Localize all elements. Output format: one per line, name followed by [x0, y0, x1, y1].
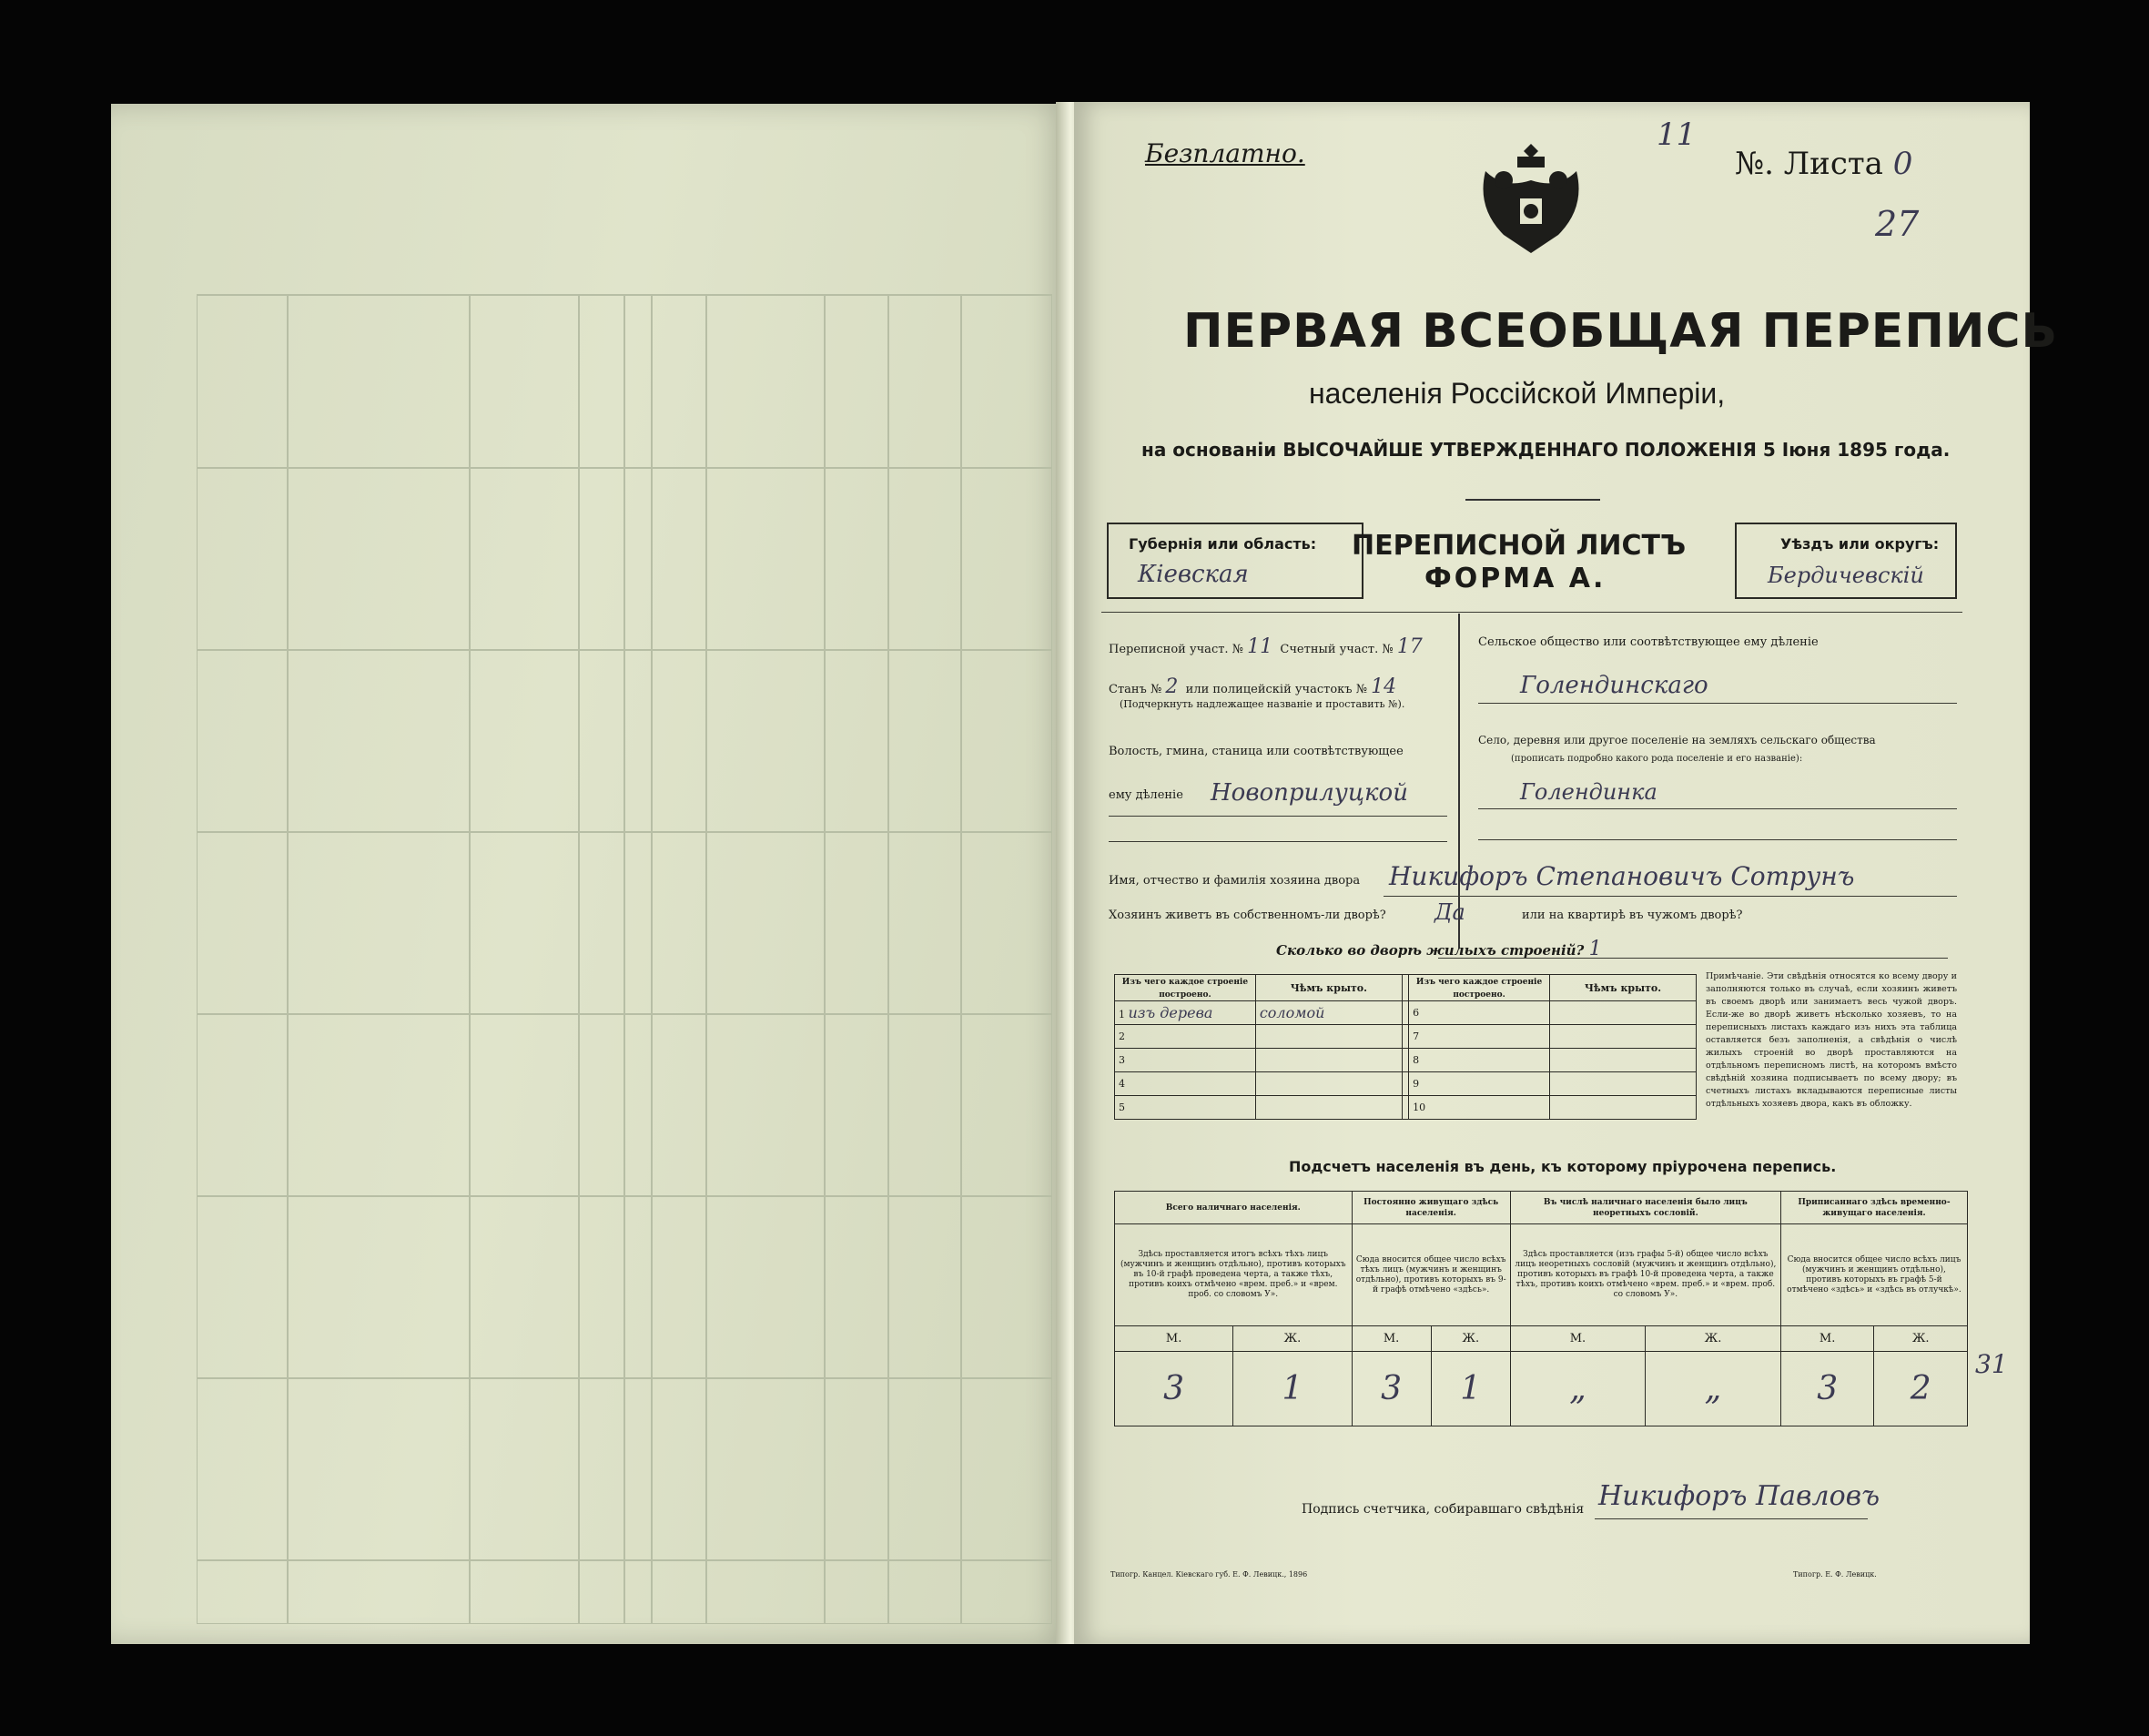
left-page [111, 104, 1069, 1644]
stan-label: Станъ № [1109, 683, 1162, 696]
population-tally-table [1114, 1191, 1968, 1426]
tally-registered-f: 2 [1874, 1352, 1968, 1426]
buildings-col-roof: Чѣмъ крыто. [1255, 975, 1402, 1001]
buildings-value: 1 [1588, 938, 1602, 960]
census-district-label: Переписной участ. № [1109, 643, 1243, 656]
signature-label: Подпись счетчика, собиравшаго свѣдѣнія [1302, 1502, 1585, 1517]
enumerator-signature: Никифоръ Павловъ [1598, 1480, 1880, 1512]
form-subtitle: населенія Россійской Имперіи, [1309, 377, 1726, 410]
tally-f-label: Ж. [1646, 1326, 1781, 1352]
owner-label: Имя, отчество и фамилія хозяина двора [1109, 874, 1361, 888]
buildings-note: Примѣчаніе. Эти свѣдѣнія относятся ко всему двору и заполняются только въ случаѣ, если хозяинъ живетъ въ своемъ дворѣ или занимаетъ весь чужой дворъ. Если-же во дворѣ живетъ нѣсколько хозяевъ, то на переписныхъ листахъ каждаго изъ нихъ эта таблица оставляется безъ заполненія, а свѣдѣнія о числѣ жилыхъ строеній во дворѣ проставляются на отдѣльномъ переписномъ листѣ, на которомъ вмѣсто свѣдѣній хозяина подписываетъ по всему двору; въ счетныхъ листахъ вкладываются переписные листы отдѣльныхъ хозяевъ двора, какъ въ обложку. [1706, 971, 1957, 1109]
own-yard-value: Да [1434, 899, 1465, 925]
tally-permanent-m: 3 [1352, 1352, 1431, 1426]
police-label: или полицейскій участокъ № [1185, 683, 1368, 696]
sheet-number-value: 0 [1892, 146, 1913, 182]
table-row: 5 10 [1115, 1096, 1697, 1120]
volost-label-2: ему дѣленіе [1109, 788, 1183, 802]
tally-estates-m: „ [1510, 1352, 1645, 1426]
table-row: 2 7 [1115, 1025, 1697, 1049]
gubernia-label: Губернія или область: [1129, 535, 1317, 553]
tally-m-label: М. [1510, 1326, 1645, 1352]
left-page-faded-grid [197, 195, 1052, 1624]
census-form-page [1074, 102, 2059, 1644]
table-row: 1 изъ дерева соломой 6 [1115, 1001, 1697, 1025]
tally-col-registered: Приписаннаго здѣсь временно-живущаго населенія. [1780, 1192, 1967, 1224]
buildings-col-material: Изъ чего каждое строеніе построено. [1115, 975, 1256, 1001]
underline-note: (Подчеркнуть надлежащее названіе и проставить №). [1120, 698, 1405, 710]
census-district-value: 11 [1247, 635, 1273, 658]
form-basis-line: на основаніи ВЫСОЧАЙШЕ УТВЕРЖДЕННАГО ПОЛОЖЕНІЯ 5 Іюня 1895 года. [1141, 439, 1951, 461]
tally-f-label: Ж. [1233, 1326, 1352, 1352]
volost-label-1: Волость, гмина, станица или соотвѣтствующее [1109, 745, 1404, 758]
table-row: 4 9 [1115, 1072, 1697, 1096]
uezd-value: Бердичевскій [1768, 563, 1924, 588]
table-row: 3 8 [1115, 1049, 1697, 1072]
side-mark: 31 [1975, 1349, 2008, 1379]
buildings-col-roof-2: Чѣмъ крыто. [1549, 975, 1696, 1001]
tally-desc-permanent: Сюда вносится общее число всѣхъ тѣхъ лицъ (мужчинъ и женщинъ отдѣльно), противъ которыхъ въ 9-й графѣ отмѣчено «здѣсь». [1352, 1224, 1510, 1326]
village-value: Голендинка [1520, 779, 1657, 805]
tally-desc-estates: Здѣсь проставляется (изъ графы 5-й) общее число всѣхъ лицъ неоретныхъ сословій (мужчинъ и женщинъ отдѣльно), противъ которыхъ въ графѣ 10-й проведена черта, а также тѣхъ, противъ коихъ отмѣчено «врем. преб.» и «врем. проб. со словомъ У». [1510, 1224, 1780, 1326]
tally-total-m: 3 [1115, 1352, 1233, 1426]
tally-permanent-f: 1 [1431, 1352, 1510, 1426]
stan-value: 2 [1165, 675, 1179, 698]
printer-imprint-left: Типогр. Канцел. Кіевскаго губ. Е. Ф. Левицк., 1896 [1110, 1570, 1308, 1579]
count-district-value: 17 [1396, 635, 1423, 658]
tally-col-total: Всего наличнаго населенія. [1115, 1192, 1353, 1224]
sheet-number-label: №. Листа [1735, 146, 1883, 182]
tally-registered-m: 3 [1780, 1352, 1874, 1426]
form-title: ПЕРЕПИСНОЙ ЛИСТЪ [1352, 530, 1687, 562]
buildings-table [1114, 974, 1697, 1120]
tally-total-f: 1 [1233, 1352, 1352, 1426]
ornament-divider [1465, 499, 1600, 501]
count-district-label: Счетный участ. № [1280, 643, 1394, 656]
own-yard-label: Хозяинъ живетъ въ собственномъ-ли дворѣ? [1109, 909, 1386, 922]
rent-label: или на квартирѣ въ чужомъ дворѣ? [1522, 909, 1743, 922]
tally-col-permanent: Постоянно живущаго здѣсь населенія. [1352, 1192, 1510, 1224]
form-name: ФОРМА А. [1424, 563, 1607, 594]
tally-m-label: М. [1115, 1326, 1233, 1352]
tally-col-estates: Въ числѣ наличнаго населенія было лицъ неоретныхъ сословій. [1510, 1192, 1780, 1224]
tally-m-label: М. [1780, 1326, 1874, 1352]
tally-desc-total: Здѣсь проставляется итогъ всѣхъ тѣхъ лицъ (мужчинъ и женщинъ отдѣльно), противъ которыхъ въ 10-й графѣ проведена черта, а также тѣхъ, противъ коихъ отмѣчено «врем. преб.» и «врем. проб. со словомъ У». [1115, 1224, 1353, 1326]
police-value: 14 [1371, 675, 1397, 698]
owner-value: Никифоръ Степановичъ Сотрунъ [1389, 861, 1855, 891]
free-label: Безплатно. [1145, 138, 1305, 168]
gubernia-value: Кіевская [1138, 561, 1249, 588]
society-label: Сельское общество или соотвѣтствующее ему дѣленіе [1478, 635, 1819, 649]
tally-heading: Подсчетъ населенія въ день, къ которому пріурочена перепись. [1289, 1158, 1837, 1175]
society-value: Голендинскаго [1520, 672, 1708, 699]
tally-f-label: Ж. [1431, 1326, 1510, 1352]
tally-f-label: Ж. [1874, 1326, 1968, 1352]
handwritten-mark-top: 11 [1657, 117, 1697, 153]
census-district-field [1109, 635, 1423, 658]
imperial-eagle-emblem [1467, 135, 1595, 262]
form-main-title: ПЕРВАЯ ВСЕОБЩАЯ ПЕРЕПИСЬ [1183, 304, 2059, 359]
printer-imprint-right: Типогр. Е. Ф. Левицк. [1793, 1570, 1877, 1579]
buildings-label: Сколько во дворѣ жилыхъ строеній? [1276, 942, 1585, 959]
village-note: (прописать подробно какого рода поселеніе и его названіе): [1511, 754, 1803, 764]
tally-desc-registered: Сюда вносится общее число всѣхъ лицъ (мужчинъ и женщинъ отдѣльно), противъ которыхъ въ графѣ 5-й отмѣчено «здѣсь» и «здѣсь въ отлучкѣ». [1780, 1224, 1967, 1326]
tally-m-label: М. [1352, 1326, 1431, 1352]
sheet-number [1735, 146, 1912, 182]
volost-value: Новоприлуцкой [1211, 779, 1408, 807]
buildings-col-material-2: Изъ чего каждое строеніе построено. [1409, 975, 1550, 1001]
stan-field [1109, 675, 1396, 698]
village-label: Село, деревня или другое поселеніе на земляхъ сельскаго общества [1478, 734, 1876, 746]
handwritten-sheet-count: 27 [1875, 204, 1920, 244]
tally-estates-f: „ [1646, 1352, 1781, 1426]
uezd-label: Уѣздъ или округъ: [1780, 535, 1940, 553]
